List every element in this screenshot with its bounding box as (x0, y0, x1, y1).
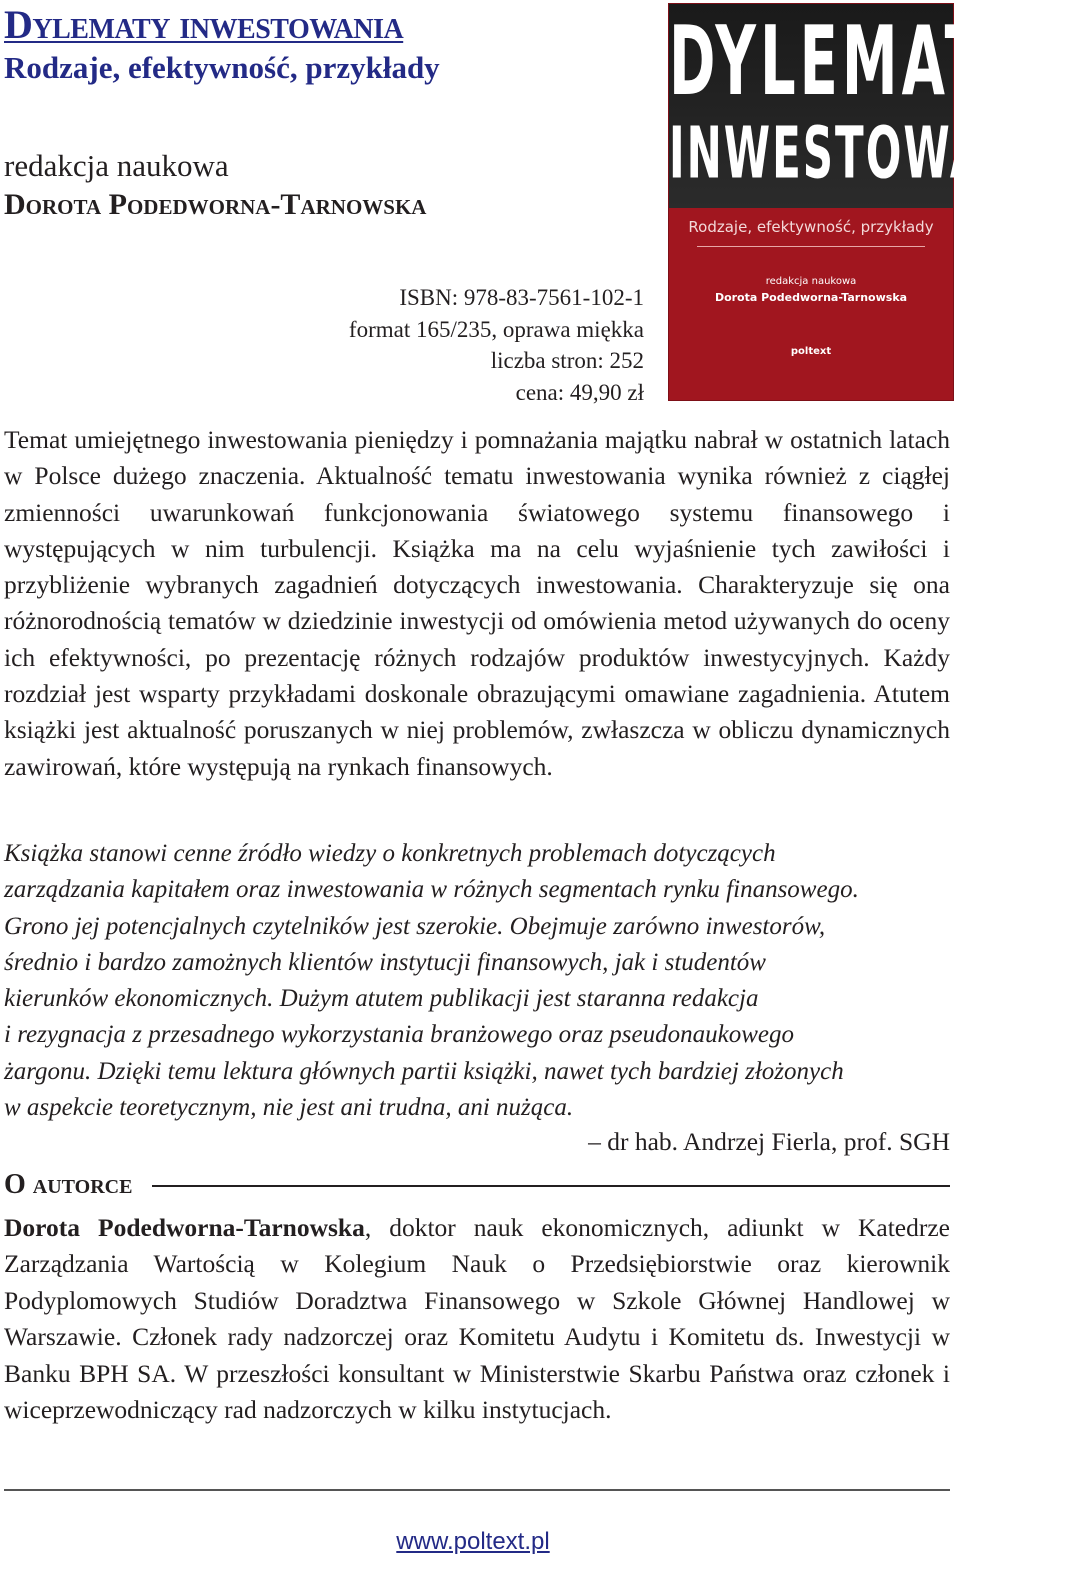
publisher-website-link[interactable]: www.poltext.pl (396, 1528, 550, 1555)
review-line: średnio i bardzo zamożnych klientów instytucji finansowych, jak i studentów (4, 948, 766, 976)
format: format 165/235, oprawa miękka (348, 316, 644, 342)
book-description: Temat umiejętnego inwestowania pieniędzy i pomnażania majątku nabrał w ostatnich latach w Polsce dużego znaczenia. Aktualność tematu inwestowania wynika również z ciągłej zmienności uwarunkowań funkcjonowania światowego systemu finansowego i występujących w nim turbulencji. Książka ma na celu wyjaśnienie tych zawiłości i przybliżenie wybranych zagadnień dotyczących inwestowania. Charakteryzuje się ona różnorodnością tematów w dziedzinie inwestycji od omówienia metod używanych do oceny ich efektywności, po prezentację różnych rodzajów produktów inwestycyjnych. Każdy rozdział jest wsparty przykładami doskonale obrazującymi omawiane zagadnienia. Atutem książki jest aktualność poruszanych w niej problemów, zwłaszcza w obliczu dynamicznych zawirowań, które występują na rynkach finansowych. (4, 425, 950, 781)
review-author: – dr hab. Andrzej Fierla, prof. SGH (588, 1127, 950, 1156)
book-cover-image (669, 4, 1074, 400)
editor-block (4, 146, 426, 224)
cover-title-line1: DYLEMATY (669, 7, 1032, 118)
review-line: Grono jej potencjalnych czytelników jest szerokie. Obejmuje zarówno inwestorów, (4, 912, 826, 940)
cover-editor-label: redakcja naukowa (765, 276, 857, 287)
author-name: Dorota Podedworna-Tarnowska (4, 1213, 365, 1242)
editor-name: Dorota Podedworna-Tarnowska (4, 188, 427, 221)
review-line: żargonu. Dzięki temu lektura głównych partii książki, nawet tych bardziej złożonych (4, 1057, 844, 1085)
cover-editor-name: Dorota Podedworna-Tarnowska (714, 291, 908, 304)
review-line: w aspekcie teoretycznym, nie jest ani trudna, ani nużąca. (4, 1094, 574, 1122)
page-count: liczba stron: 252 (490, 348, 644, 373)
section-divider (152, 1185, 950, 1187)
about-author-heading: O autorce (4, 1166, 142, 1204)
review-line: zarządzania kapitałem oraz inwestowania w różnych segmentach rynku finansowego. (4, 876, 859, 904)
review-line: Książka stanowi cenne źródło wiedzy o konkretnych problemach dotyczących (4, 840, 776, 867)
price: cena: 49,90 zł (515, 379, 644, 405)
isbn: ISBN: 978-83-7561-102-1 (399, 285, 644, 310)
book-title-block (4, 2, 644, 88)
review-quote (4, 836, 950, 1126)
cover-subtitle: Rodzaje, efektywność, przykłady (688, 218, 934, 236)
cover-divider (697, 246, 925, 247)
cover-title-line2: INWESTOWANIA (669, 111, 1074, 195)
review-line: i rezygnacja z przesadnego wykorzystania branżowego oraz pseudonaukowego (4, 1021, 794, 1049)
book-details (349, 282, 644, 408)
about-author-text (4, 1210, 950, 1428)
review-line: kierunków ekonomicznych. Dużym atutem publikacji jest staranna redakcja (4, 985, 759, 1013)
editor-label: redakcja naukowa (4, 148, 229, 183)
about-author-header (4, 1166, 950, 1206)
cover-publisher-logo: poltext (790, 346, 832, 357)
author-bio: , doktor nauk ekonomicznych, adiunkt w Katedrze Zarządzania Wartością w Kolegium Nauk o Przedsiębiorstwie oraz kierownik Podyplomowych Studiów Doradztwa Finansowego w Szkole Głównej Handlowej w Warszawie. Członek rady nadzorczej oraz Komitetu Audytu i Komitetu ds. Inwestycji w Banku BPH SA. W przeszłości konsultant w Ministerstwie Skarbu Państwa oraz członek i wiceprzewodniczący rad nadzorczych w kilku instytucjach. (4, 1213, 950, 1425)
book-title[interactable]: Dylematy inwestowania (4, 2, 404, 47)
book-subtitle: Rodzaje, efektywność, przykłady (4, 50, 440, 85)
bottom-divider (4, 1489, 950, 1491)
